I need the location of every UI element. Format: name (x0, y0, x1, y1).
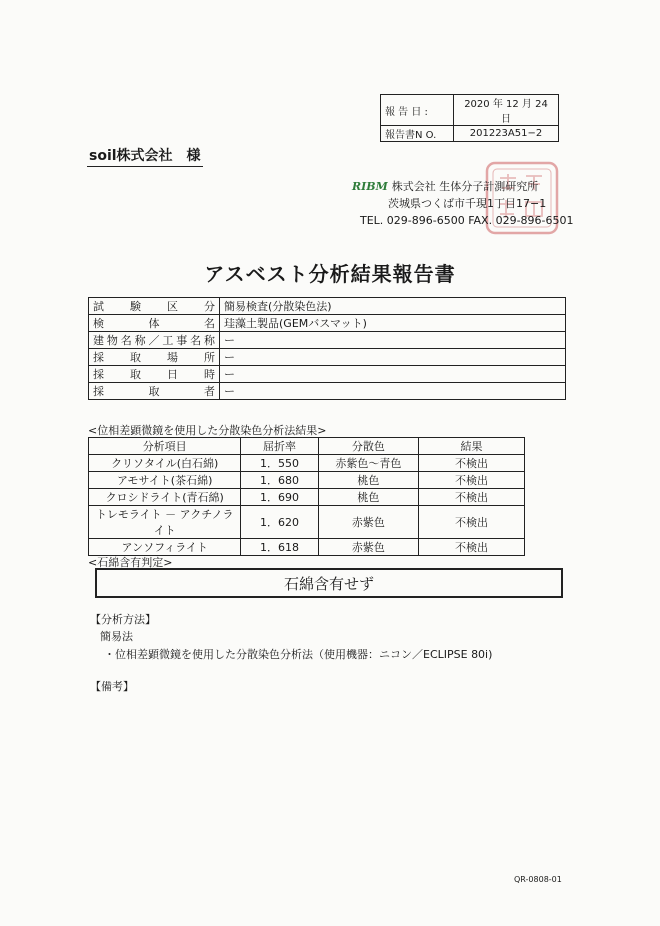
refractive-index-cell: 1．618 (241, 539, 318, 556)
analysis-item-cell: トレモライト － アクチノライト (89, 506, 241, 539)
result-cell: 不検出 (419, 506, 525, 539)
method-detail: ・位相差顕微鏡を使用した分散染色分析法（使用機器：ニコン／ECLIPSE 80i) (104, 648, 493, 661)
results-header-dispersion-color: 分散色 (318, 438, 418, 455)
results-row (89, 489, 525, 506)
report-info-box (380, 94, 559, 142)
company-name: 株式会社 生体分子計測研究所 (391, 180, 539, 193)
results-row (89, 472, 525, 489)
info-label: 採取場所 (89, 349, 220, 366)
refractive-index-cell: 1．690 (241, 489, 318, 506)
info-row (89, 298, 566, 315)
info-value: ー (220, 332, 566, 349)
results-header-refractive-index: 屈折率 (241, 438, 318, 455)
company-address: 茨城県つくば市千現1丁目17−1 (388, 197, 547, 210)
results-row (89, 506, 525, 539)
company-logo: RIBM (352, 180, 388, 193)
analysis-results-table (88, 437, 525, 556)
results-header-result: 結果 (419, 438, 525, 455)
info-row (89, 366, 566, 383)
analysis-item-cell: アンソフィライト (89, 539, 241, 556)
info-row (89, 332, 566, 349)
company-contact: TEL. 029-896-6500 FAX. 029-896-6501 (360, 214, 574, 227)
refractive-index-cell: 1．550 (241, 455, 318, 472)
dispersion-color-cell: 桃色 (318, 489, 418, 506)
judgement-text: 石綿含有せず (283, 574, 374, 593)
info-row (89, 349, 566, 366)
report-number-label: 報告書N O. (381, 126, 454, 142)
result-cell: 不検出 (419, 539, 525, 556)
info-label: 試験区分 (89, 298, 220, 315)
info-label: 建物名称／工事名称 (89, 332, 220, 349)
info-label: 採取者 (89, 383, 220, 400)
report-number-value: 201223A51−2 (454, 126, 559, 142)
result-cell: 不検出 (419, 489, 525, 506)
form-code: QR-0808-01 (514, 875, 562, 884)
addressee: soil株式会社 様 (87, 145, 203, 167)
info-value: ー (220, 366, 566, 383)
info-row (89, 383, 566, 400)
dispersion-color-cell: 桃色 (318, 472, 418, 489)
judgement-section-title: <石綿含有判定> (88, 556, 173, 569)
sample-info-table (88, 297, 566, 400)
results-header-item: 分析項目 (89, 438, 241, 455)
results-header-row (89, 438, 525, 455)
company-block (352, 178, 574, 229)
method-name: 簡易法 (100, 630, 133, 643)
analysis-section-title: <位相差顕微鏡を使用した分散染色分析法結果> (88, 424, 327, 437)
analysis-item-cell: クロシドライト(青石綿) (89, 489, 241, 506)
analysis-item-cell: クリソタイル(白石綿) (89, 455, 241, 472)
report-date-value: 2020 年 12 月 24 日 (454, 95, 559, 126)
info-row (89, 315, 566, 332)
info-value: ー (220, 349, 566, 366)
info-label: 採取日時 (89, 366, 220, 383)
dispersion-color-cell: 赤紫色 (318, 506, 418, 539)
method-heading: 【分析方法】 (90, 613, 156, 626)
refractive-index-cell: 1．680 (241, 472, 318, 489)
report-date-label: 報 告 日 : (381, 95, 454, 126)
info-label: 検体名 (89, 315, 220, 332)
analysis-item-cell: アモサイト(茶石綿) (89, 472, 241, 489)
result-cell: 不検出 (419, 472, 525, 489)
judgement-box (95, 568, 563, 598)
document-title: アスベスト分析結果報告書 (204, 262, 456, 286)
info-value: ー (220, 383, 566, 400)
info-value: 珪藻土製品(GEMバスマット) (220, 315, 566, 332)
info-value: 簡易検査(分散染色法) (220, 298, 566, 315)
dispersion-color-cell: 赤紫色 (318, 539, 418, 556)
results-row (89, 455, 525, 472)
remarks-heading: 【備考】 (90, 680, 134, 693)
company-name-line (352, 178, 574, 195)
dispersion-color-cell: 赤紫色〜青色 (318, 455, 418, 472)
result-cell: 不検出 (419, 455, 525, 472)
results-row (89, 539, 525, 556)
refractive-index-cell: 1．620 (241, 506, 318, 539)
